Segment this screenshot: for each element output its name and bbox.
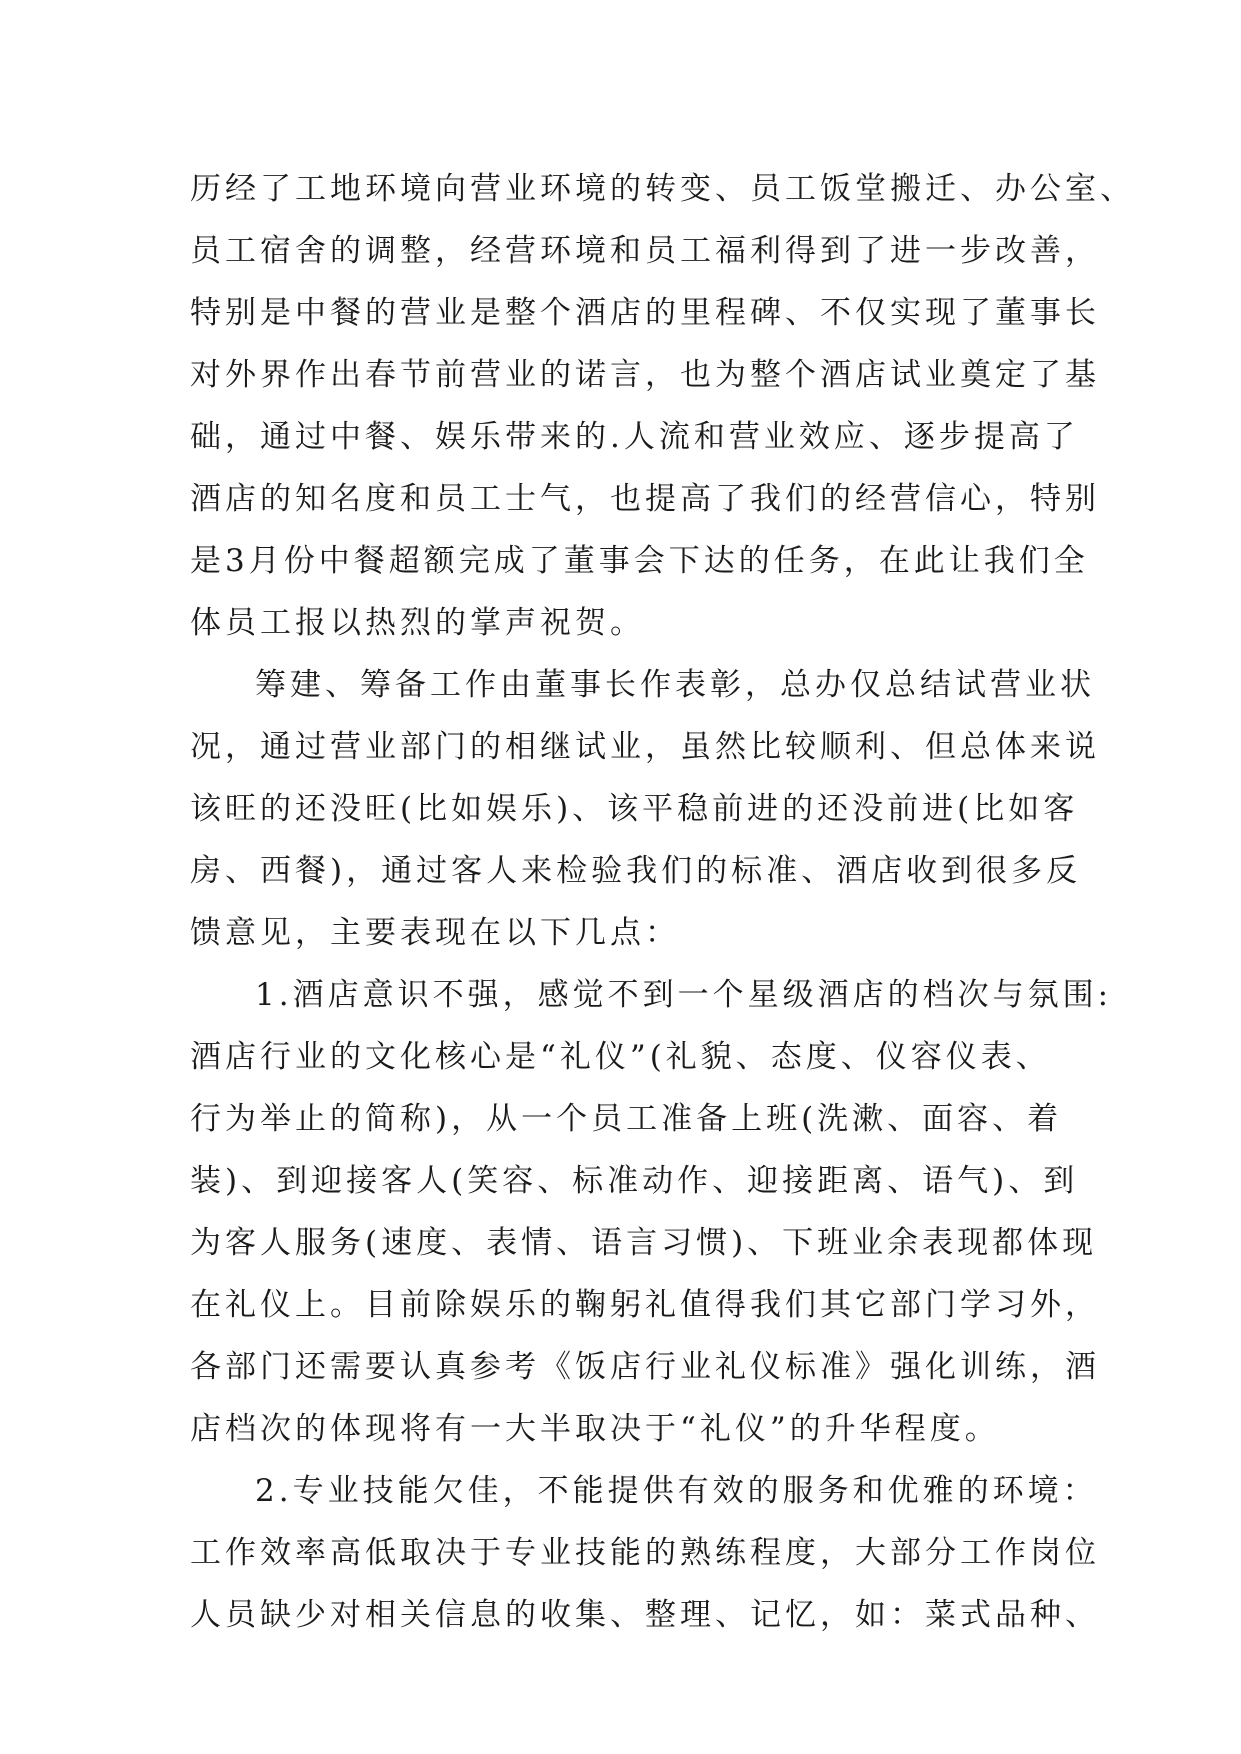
list-item-1-heading: 1.酒店意识不强，感觉不到一个星级酒店的档次与氛围: <box>255 977 1113 1013</box>
text-line: 体员工报以热烈的掌声祝贺。 <box>190 605 645 641</box>
text-line: 在礼仪上。目前除娱乐的鞠躬礼值得我们其它部门学习外， <box>190 1287 1100 1323</box>
text-line: 装)、到迎接客人(笑容、标准动作、迎接距离、语气)、到 <box>190 1163 1079 1199</box>
text-line: 该旺的还没旺(比如娱乐)、该平稳前进的还没前进(比如客 <box>190 791 1079 827</box>
text-line: 馈意见，主要表现在以下几点： <box>190 915 680 951</box>
list-item-2-heading: 2.专业技能欠佳，不能提供有效的服务和优雅的环境： <box>255 1473 1098 1509</box>
text-line: 对外界作出春节前营业的诺言，也为整个酒店试业奠定了基 <box>190 357 1100 393</box>
text-line: 是3月份中餐超额完成了董事会下达的任务，在此让我们全 <box>190 543 1089 579</box>
text-line: 历经了工地环境向营业环境的转变、员工饭堂搬迁、办公室、 <box>190 171 1135 207</box>
text-line: 各部门还需要认真参考《饭店行业礼仪标准》强化训练，酒 <box>190 1349 1100 1385</box>
text-line: 房、西餐)，通过客人来检验我们的标准、酒店收到很多反 <box>190 853 1082 889</box>
text-line: 况，通过营业部门的相继试业，虽然比较顺利、但总体来说 <box>190 729 1100 765</box>
text-line: 工作效率高低取决于专业技能的熟练程度，大部分工作岗位 <box>190 1535 1100 1571</box>
text-line: 行为举止的简称)，从一个员工准备上班(洗漱、面容、着 <box>190 1101 1063 1137</box>
text-line: 础，通过中餐、娱乐带来的.人流和营业效应、逐步提高了 <box>190 419 1079 455</box>
paragraph-first-line: 筹建、筹备工作由董事长作表彰，总办仅总结试营业状 <box>255 667 1095 703</box>
text-line: 店档次的体现将有一大半取决于“礼仪”的升华程度。 <box>190 1411 1000 1447</box>
text-line: 为客人服务(速度、表情、语言习惯)、下班业余表现都体现 <box>190 1225 1098 1261</box>
text-line: 酒店的知名度和员工士气，也提高了我们的经营信心，特别 <box>190 481 1100 517</box>
text-line: 酒店行业的文化核心是“礼仪”(礼貌、态度、仪容仪表、 <box>190 1039 1051 1075</box>
text-line: 特别是中餐的营业是整个酒店的里程碑、不仅实现了董事长 <box>190 295 1100 331</box>
document-body <box>190 158 1135 1646</box>
text-line: 员工宿舍的调整，经营环境和员工福利得到了进一步改善， <box>190 233 1100 269</box>
text-line: 人员缺少对相关信息的收集、整理、记忆，如：菜式品种、 <box>190 1597 1100 1633</box>
